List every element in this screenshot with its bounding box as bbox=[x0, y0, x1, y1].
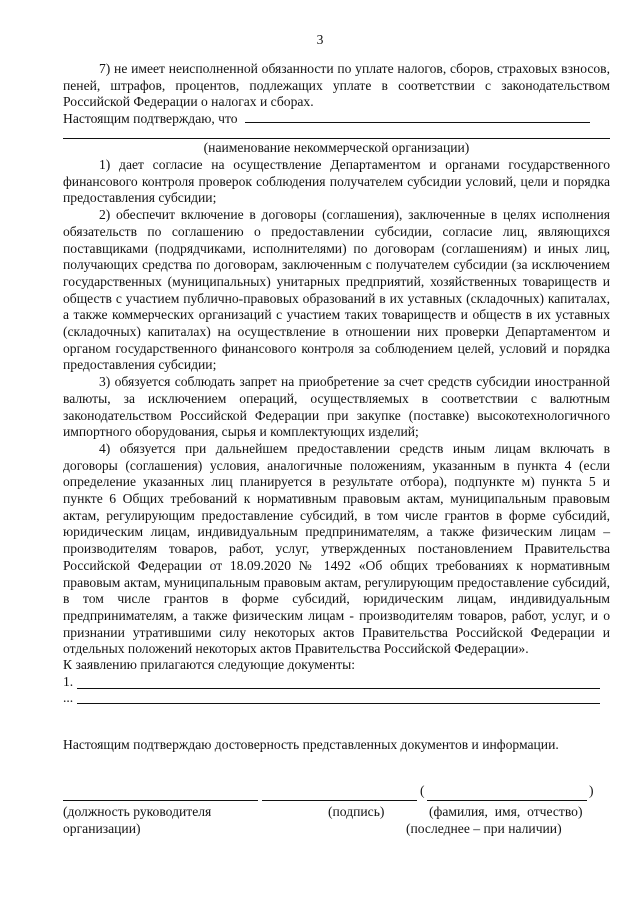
point-1: 1) дает согласие на осуществление Департаментом и органами государственного финансового контроля проверок соблюдения получателем субсидии условий, цели и порядка предоставления субсидии; bbox=[63, 157, 610, 206]
point-2: 2) обеспечит включение в договоры (соглашения), заключенные в целях исполнения обязательств по соглашению о предоставлении субсидии, согласие лиц, являющихся поставщиками (подрядчиками, исполнителями) по договорам (соглашениям) и иных лиц, получающих средства по договорам, заключенным с получателем субсидии (за исключением государственных (муниципальных) унитарных предприятий, хозяйственных товариществ и обществ с участием публично-правовых образований в их уставных (складочных) капиталах, а также коммерческих организаций с участием таких товариществ и обществ в их уставных (складочных) капиталах) на осуществление в отношении них проверки Департаментом и органом государственного финансового контроля за соблюдением целей, условий и порядка предоставления субсидии; bbox=[63, 207, 610, 373]
signature-line bbox=[262, 800, 417, 801]
org-caption: (наименование некоммерческой организации) bbox=[203, 140, 470, 155]
position-label-1: (должность руководителя bbox=[63, 804, 212, 819]
fio-paren-close: ) bbox=[589, 783, 594, 798]
position-label-2: организации) bbox=[63, 821, 141, 836]
attachment-item-more: ... bbox=[63, 690, 74, 705]
confirm-intro: Настоящим подтверждаю, что bbox=[63, 111, 238, 126]
confirm-row bbox=[63, 111, 610, 128]
item-7-text: 7) не имеет неисполненной обязанности по уплате налогов, сборов, страховых взносов, пеней, штрафов, процентов, подлежащих уплате в соответствии с законодательством Российской Федерации о налогах и сборах. bbox=[63, 61, 610, 110]
fio-paren-open: ( bbox=[420, 783, 425, 798]
fio-line bbox=[427, 800, 587, 801]
position-line bbox=[63, 800, 258, 801]
fio-label-2: (последнее – при наличии) bbox=[406, 821, 562, 836]
signature-label: (подпись) bbox=[328, 804, 385, 819]
fio-label-1: (фамилия, имя, отчество) bbox=[429, 804, 583, 819]
points-list bbox=[63, 157, 610, 658]
item-7 bbox=[63, 61, 610, 111]
org-name-line bbox=[63, 138, 610, 139]
final-confirm: Настоящим подтверждаю достоверность представленных документов и информации. bbox=[63, 737, 559, 752]
page-number: 3 bbox=[316, 32, 324, 47]
attachment-line-1 bbox=[77, 688, 600, 689]
point-3: 3) обязуется соблюдать запрет на приобретение за счет средств субсидии иностранной валюты, за исключением операций, осуществляемых в соответствии с валютным законодательством Российской Федерации при закупке (поставке) высокотехнологичного импортного оборудования, сырья и комплектующих изделий; bbox=[63, 374, 610, 440]
point-4: 4) обязуется при дальнейшем предоставлении средств иным лицам включать в договоры (соглашения) условия, аналогичные положениям, указанным в пункта 4 (если определение указанных лиц планируется в результате отбора), подпункте м) пункта 5 и пункте 6 Общих требований к нормативным правовым актам, муниципальным правовым актам, регулирующим предоставление субсидий, в том числе грантов в форме субсидий, юридическим лицам, индивидуальным предпринимателям, а также физическим лицам – производителям товаров, работ, услуг, утвержденных постановлением Правительства Российской Федерации от 18.09.2020 № 1492 «Об общих требованиях к нормативным правовым актам, муниципальным правовым актам, регулирующим предоставление субсидий, в том числе грантов в форме субсидий, юридическим лицам, индивидуальным предпринимателям, а также физическим лицам - производителям товаров, работ, услуг, и о признании утратившими силу некоторых актов Правительства Российской Федерации и отдельных положений некоторых актов Правительства Российской Федерации». bbox=[63, 440, 610, 657]
attachments-heading: К заявлению прилагаются следующие документы: bbox=[63, 657, 356, 672]
attachment-item-1: 1. bbox=[63, 674, 74, 689]
org-name-blank bbox=[245, 122, 590, 123]
attachment-line-2 bbox=[77, 703, 600, 704]
